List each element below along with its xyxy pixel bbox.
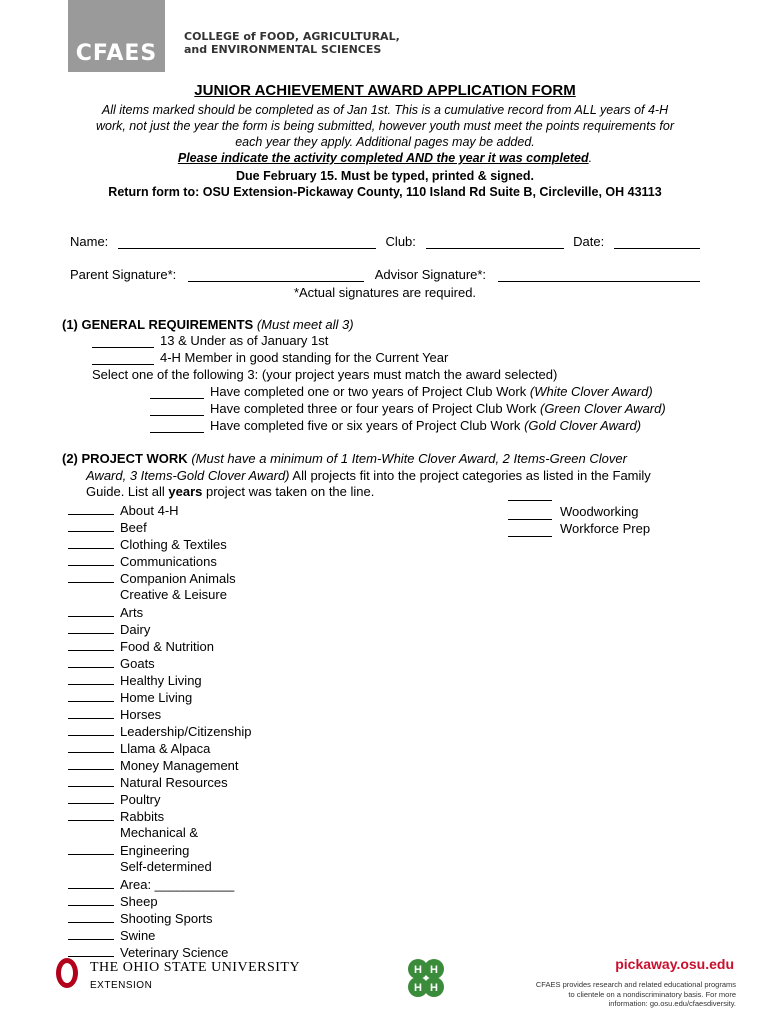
section1-number: (1) [62,317,78,332]
project-years-field[interactable] [68,535,114,549]
section2-heading [62,451,627,466]
project-label: Llama & Alpaca [120,741,211,756]
section1-subtitle: (Must meet all 3) [256,317,354,332]
project-label: Companion Animals [120,571,236,586]
cfaes-logo: CFAES [68,0,165,72]
project-label: Engineering [120,843,190,858]
project-label: Horses [120,707,162,722]
award-option-2-field[interactable] [150,415,204,416]
gold-clover-award: (Gold Clover Award) [524,418,642,433]
section2-text-a: Guide. List all [86,484,169,499]
osu-extension: EXTENSION [90,980,153,991]
award-option-3 [150,418,641,433]
signature-row [70,267,700,282]
extra-blank-field[interactable] [508,487,552,501]
award-option-1-field[interactable] [150,398,204,399]
intro-period: . [588,151,593,165]
project-years-field[interactable] [68,807,114,821]
project-years-field[interactable] [68,501,114,515]
workforce-prep-label: Workforce Prep [560,521,651,536]
project-years-field[interactable] [68,705,114,719]
project-label: Shooting Sports [120,911,213,926]
project-label: Beef [120,520,147,535]
list-item [68,535,252,552]
signature-note: *Actual signatures are required. [293,285,477,300]
project-years-field[interactable] [68,654,114,668]
section2-subtitle-cont: Award, 3 Items-Gold Clover Award) [86,468,290,483]
req-row-2 [92,350,448,365]
project-years-field[interactable] [68,722,114,736]
club-field[interactable] [426,248,564,249]
project-years-field[interactable] [68,739,114,753]
four-h-clover-icon [402,955,450,1003]
section2-title: PROJECT WORK [81,451,188,466]
list-item [68,790,252,807]
award-option-1-label: Have completed one or two years of Project Club Work [210,384,527,399]
project-years-field[interactable] [68,603,114,617]
list-item [68,824,252,841]
list-item [68,926,252,943]
project-label: Veterinary Science [120,945,229,960]
project-label: Clothing & Textiles [120,537,227,552]
intro-line-2: work, not just the year the form is being submitted, however youth must meet the points requirements for [95,119,675,133]
req-row-3: Select one of the following 3: (your project years must match the award selected) [92,367,558,382]
date-field[interactable] [614,248,700,249]
award-option-2-label: Have completed three or four years of Project Club Work [210,401,537,416]
project-label: Goats [120,656,155,671]
green-clover-award: (Green Clover Award) [539,401,666,416]
project-label: Healthy Living [120,673,202,688]
name-row [70,234,700,249]
intro-line-4 [60,150,710,166]
project-label: Home Living [120,690,193,705]
project-years-field[interactable] [68,518,114,532]
project-label: Leadership/Citizenship [120,724,252,739]
fine-line-2: to clientele on a nondiscriminatory basis. For more [568,989,736,999]
project-years-field[interactable] [68,773,114,787]
parent-signature-label: Parent Signature*: [70,267,177,282]
project-years-field[interactable] [68,875,114,889]
list-item [68,807,252,824]
project-label: Rabbits [120,809,165,824]
list-item [68,603,252,620]
list-item [68,552,252,569]
list-item [68,671,252,688]
project-years-field[interactable] [68,892,114,906]
intro-emphasis: Please indicate the activity completed AND the year it was completed [177,151,589,165]
project-label: Creative & Leisure [120,587,227,602]
project-years-field[interactable] [68,552,114,566]
woodworking-field[interactable] [508,506,552,520]
workforce-prep-field[interactable] [508,523,552,537]
project-years-field[interactable] [68,569,114,583]
project-years-field[interactable] [68,688,114,702]
advisor-signature-field[interactable] [498,281,700,282]
project-years-field[interactable] [68,637,114,651]
list-item [68,620,252,637]
project-years-field[interactable] [68,841,114,855]
project-label: Self-determined [120,859,212,874]
intro-text [60,102,710,166]
project-years-field[interactable] [68,671,114,685]
project-label: Mechanical & [120,825,199,840]
nondiscrimination-statement [520,980,736,1009]
osu-name: THE OHIO STATE UNIVERSITY [90,960,301,975]
name-field[interactable] [118,248,376,249]
list-item [68,637,252,654]
project-label: About 4-H [120,503,179,518]
fine-line-3: information: go.osu.edu/cfaesdiversity. [608,999,736,1008]
project-label: Natural Resources [120,775,228,790]
woodworking-label: Woodworking [560,504,639,519]
list-item [68,773,252,790]
req-1-field[interactable] [92,347,154,348]
project-label: Poultry [120,792,161,807]
project-years-field[interactable] [68,909,114,923]
intro-line-1: All items marked should be completed as of Jan 1st. This is a cumulative record from ALL years of 4-H [101,103,669,117]
svg-text:H: H [414,964,422,976]
list-item [68,756,252,773]
fine-line-1: CFAES provides research and related educational programs [535,980,736,989]
intro-line-3: each year they apply. Additional pages may be added. [235,135,535,149]
award-option-3-label: Have completed five or six years of Project Club Work [210,418,521,433]
project-label: Swine [120,928,156,943]
college-line-2: and ENVIRONMENTAL SCIENCES [184,43,382,56]
right-project-list [508,486,650,537]
section2-text: All projects fit into the project categories as listed in the Family [289,468,651,483]
list-item [68,501,252,518]
project-label: Dairy [120,622,151,637]
project-years-field[interactable] [68,620,114,634]
list-item [68,943,252,960]
award-option-2 [150,401,666,416]
list-item [68,722,252,739]
section2-number: (2) [62,451,78,466]
project-label: Area: ___________ [120,877,235,892]
list-item [68,909,252,926]
list-item [68,892,252,909]
list-item [68,654,252,671]
due-date: Due February 15. Must be typed, printed & signed. [236,169,534,183]
college-name [184,30,400,56]
website-link[interactable]: pickaway.osu.edu [615,956,734,972]
section2-line-2 [86,468,651,483]
white-clover-award: (White Clover Award) [529,384,653,399]
svg-text:H: H [430,964,438,976]
list-item [68,688,252,705]
form-title: JUNIOR ACHIEVEMENT AWARD APPLICATION FORM [194,82,576,99]
project-label: Communications [120,554,217,569]
list-item [508,520,650,537]
project-years-field[interactable] [68,756,114,770]
project-years-field[interactable] [68,943,114,957]
svg-text:H: H [414,982,422,994]
project-label: Money Management [120,758,239,773]
award-option-3-field[interactable] [150,432,204,433]
list-item [68,875,252,892]
list-item [68,858,252,875]
osu-block-o-logo [56,958,78,988]
req-1-label: 13 & Under as of January 1st [160,333,329,348]
project-label: Food & Nutrition [120,639,214,654]
list-item [68,739,252,756]
project-list [68,501,252,960]
section2-years: years [168,484,203,499]
college-line-1: COLLEGE of FOOD, AGRICULTURAL, [184,30,400,43]
project-years-field[interactable] [68,926,114,940]
project-years-field[interactable] [68,790,114,804]
section2-subtitle: (Must have a minimum of 1 Item-White Clover Award, 2 Items-Green Clover [191,451,627,466]
req-row-1 [92,333,328,348]
list-item [68,841,252,858]
project-label: Arts [120,605,144,620]
list-item [68,518,252,535]
parent-signature-field[interactable] [188,281,364,282]
club-label: Club: [385,234,416,249]
section1-title: GENERAL REQUIREMENTS [81,317,254,332]
req-2-field[interactable] [92,364,154,365]
project-label: Sheep [120,894,158,909]
date-label: Date: [573,234,605,249]
list-item [68,569,252,586]
advisor-signature-label: Advisor Signature*: [374,267,487,282]
section1-heading [62,317,354,332]
return-address: Return form to: OSU Extension-Pickaway County, 110 Island Rd Suite B, Circleville, OH 43113 [108,185,662,199]
list-item [508,503,650,520]
list-item [68,586,252,603]
section2-text-c: project was taken on the line. [202,484,375,499]
list-item [68,705,252,722]
award-option-1 [150,384,653,399]
section2-line-3 [86,484,374,499]
name-label: Name: [70,234,109,249]
req-2-label: 4-H Member in good standing for the Current Year [160,350,449,365]
svg-text:H: H [430,982,438,994]
